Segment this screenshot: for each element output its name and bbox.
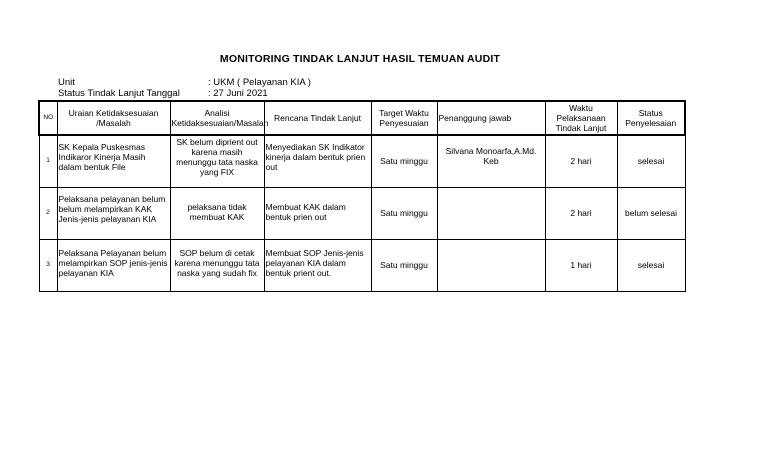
cell-waktu: 2 hari bbox=[545, 187, 617, 239]
header-penanggung: Penanggung jawab bbox=[437, 101, 545, 135]
header-no: NO bbox=[39, 101, 57, 135]
cell-analisi: pelaksana tidak membuat KAK bbox=[170, 187, 264, 239]
cell-rencana: Menyediakan SK Indikator kinerja dalam bentuk prien out bbox=[264, 135, 371, 187]
cell-waktu: 1 hari bbox=[545, 239, 617, 291]
header-status: Status Penyelesaian bbox=[617, 101, 685, 135]
header-target: Target Waktu Penyesuaian bbox=[371, 101, 437, 135]
cell-target: Satu minggu bbox=[371, 239, 437, 291]
cell-no: 3 bbox=[39, 239, 57, 291]
cell-no: 1 bbox=[39, 135, 57, 187]
header-waktu: Waktu Pelaksanaan Tindak Lanjut bbox=[545, 101, 617, 135]
cell-status: belum selesai bbox=[617, 187, 685, 239]
unit-value: : UKM ( Pelayanan KIA ) bbox=[208, 77, 311, 88]
status-date-label: Status Tindak Lanjut Tanggal bbox=[58, 88, 180, 99]
status-date-line bbox=[58, 88, 268, 100]
table-row bbox=[39, 239, 685, 291]
cell-analisi: SK belum diprient out karena masih menunggu tata naska yang FIX bbox=[170, 135, 264, 187]
unit-label: Unit bbox=[58, 77, 75, 88]
status-date-value: : 27 Juni 2021 bbox=[208, 88, 268, 99]
table-row bbox=[39, 135, 685, 187]
cell-status: selesai bbox=[617, 135, 685, 187]
cell-status: selesai bbox=[617, 239, 685, 291]
cell-uraian: Pelaksana pelayanan belum belum melampirkan KAK Jenis-jenis pelayanan KIA bbox=[57, 187, 170, 239]
cell-penanggung: Silvana Monoarfa,A.Md. Keb bbox=[437, 135, 545, 187]
cell-rencana: Membuat SOP Jenis-jenis pelayanan KIA dalam bentuk prient out. bbox=[264, 239, 371, 291]
cell-penanggung bbox=[437, 187, 545, 239]
cell-analisi: SOP belum di cetak karena menunggu tata naska yang sudah fix bbox=[170, 239, 264, 291]
header-analisi: Analisi Ketidaksesuaian/Masalah bbox=[170, 101, 264, 135]
table-row bbox=[39, 187, 685, 239]
header-uraian: Uraian Ketidaksesuaian /Masalah bbox=[57, 101, 170, 135]
document-title: MONITORING TINDAK LANJUT HASIL TEMUAN AUDIT bbox=[219, 53, 501, 65]
cell-uraian: Pelaksana Pelayanan belum melampirkan SOP jenis-jenis pelayanan KIA bbox=[57, 239, 170, 291]
cell-target: Satu minggu bbox=[371, 135, 437, 187]
cell-rencana: Membuat KAK dalam bentuk prien out bbox=[264, 187, 371, 239]
cell-waktu: 2 hari bbox=[545, 135, 617, 187]
header-rencana: Rencana Tindak Lanjut bbox=[264, 101, 371, 135]
audit-table bbox=[38, 100, 686, 292]
cell-target: Satu minggu bbox=[371, 187, 437, 239]
table-header-row bbox=[39, 101, 685, 135]
cell-penanggung bbox=[437, 239, 545, 291]
cell-no: 2 bbox=[39, 187, 57, 239]
cell-uraian: SK Kepala Puskesmas Indikaror Kinerja Masih dalam bentuk File bbox=[57, 135, 170, 187]
